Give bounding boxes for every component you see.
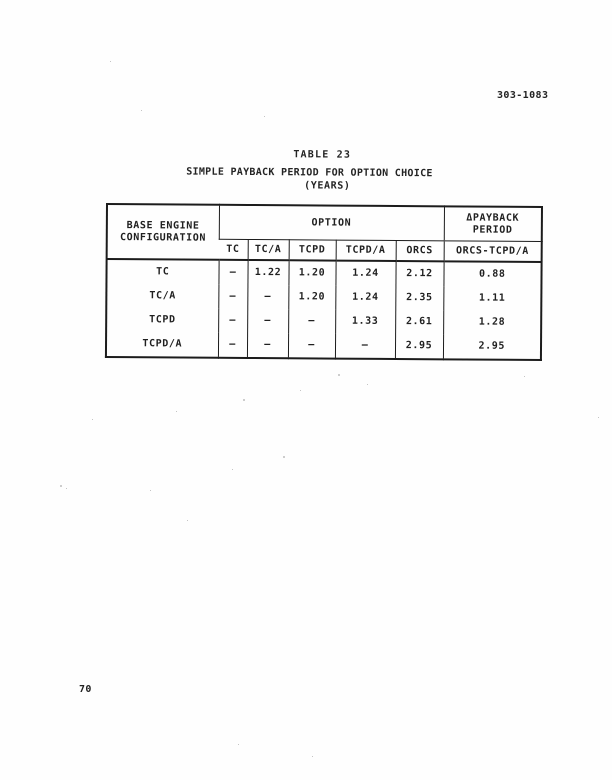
scan-speck: [92, 419, 93, 420]
value-cell: 1.33: [335, 310, 395, 334]
table-caption-units: (YEARS): [304, 180, 351, 192]
col-header-base-engine-configuration: BASE ENGINE CONFIGURATION: [107, 204, 219, 260]
payback-cell: 2.95: [443, 334, 541, 360]
scan-speck: [283, 456, 285, 458]
scan-speck: [598, 417, 599, 418]
value-cell: –: [288, 333, 335, 358]
table-row: [106, 284, 541, 311]
value-cell: 1.22: [247, 260, 288, 285]
col-group-header-delta-payback-period: ΔPAYBACK PERIOD: [444, 206, 542, 241]
scan-speck: [150, 490, 151, 491]
table-row: [106, 259, 541, 287]
scan-speck: [524, 376, 525, 377]
scan-speck: [312, 756, 313, 757]
value-cell: 1.24: [335, 286, 395, 310]
col-header-orcs-minus-tcpda: ORCS-TCPD/A: [444, 241, 542, 262]
value-cell: –: [218, 333, 247, 358]
col-header-tc: TC: [219, 239, 248, 260]
config-cell: TC/A: [149, 290, 176, 302]
doc-reference-number: 303-1083: [497, 90, 549, 101]
scan-speck: [110, 61, 111, 62]
scan-speck: [338, 374, 340, 376]
table-caption-number: TABLE 23: [293, 149, 352, 161]
value-cell: –: [218, 285, 247, 309]
scan-speck: [176, 411, 177, 412]
col-header-tca: TC/A: [248, 239, 289, 260]
table-row: [106, 332, 541, 360]
scan-speck: [238, 744, 239, 745]
col-header-tcpd: TCPD: [289, 240, 336, 261]
scan-speck: [243, 399, 245, 401]
page-number: 70: [79, 684, 92, 695]
value-cell: –: [288, 309, 335, 333]
value-cell: –: [218, 309, 247, 333]
value-cell: 2.95: [395, 334, 443, 359]
scan-speck: [232, 469, 233, 470]
value-cell: 1.20: [288, 285, 335, 309]
value-cell: 2.12: [395, 261, 443, 286]
scan-speck: [187, 520, 188, 521]
col-header-orcs: ORCS: [396, 240, 444, 261]
value-cell: 1.20: [288, 260, 335, 285]
header-row-groups: [107, 204, 542, 242]
value-cell: 1.24: [335, 261, 395, 286]
scan-speck: [141, 110, 142, 111]
table-caption-title: SIMPLE PAYBACK PERIOD FOR OPTION CHOICE: [186, 166, 433, 180]
scan-speck: [300, 390, 301, 391]
config-cell: TCPD/A: [142, 338, 183, 350]
value-cell: 2.35: [395, 286, 443, 310]
value-cell: 2.61: [395, 310, 443, 334]
value-cell: –: [218, 260, 247, 285]
payback-period-table: [105, 203, 543, 361]
scan-speck: [264, 116, 265, 117]
col-header-tcpda: TCPD/A: [336, 240, 396, 261]
config-cell: TCPD: [149, 314, 176, 326]
value-cell: –: [247, 333, 288, 358]
scan-speck: [66, 488, 67, 489]
scan-speck: [60, 485, 62, 487]
value-cell: –: [247, 309, 288, 333]
value-cell: –: [335, 334, 395, 359]
value-cell: –: [247, 285, 288, 309]
col-group-header-option: OPTION: [219, 205, 444, 241]
scan-speck: [367, 384, 368, 385]
payback-cell: 0.88: [443, 261, 541, 287]
config-cell: TC: [156, 266, 170, 278]
table-row: [106, 308, 541, 335]
payback-cell: 1.28: [443, 310, 541, 335]
payback-cell: 1.11: [443, 286, 541, 311]
